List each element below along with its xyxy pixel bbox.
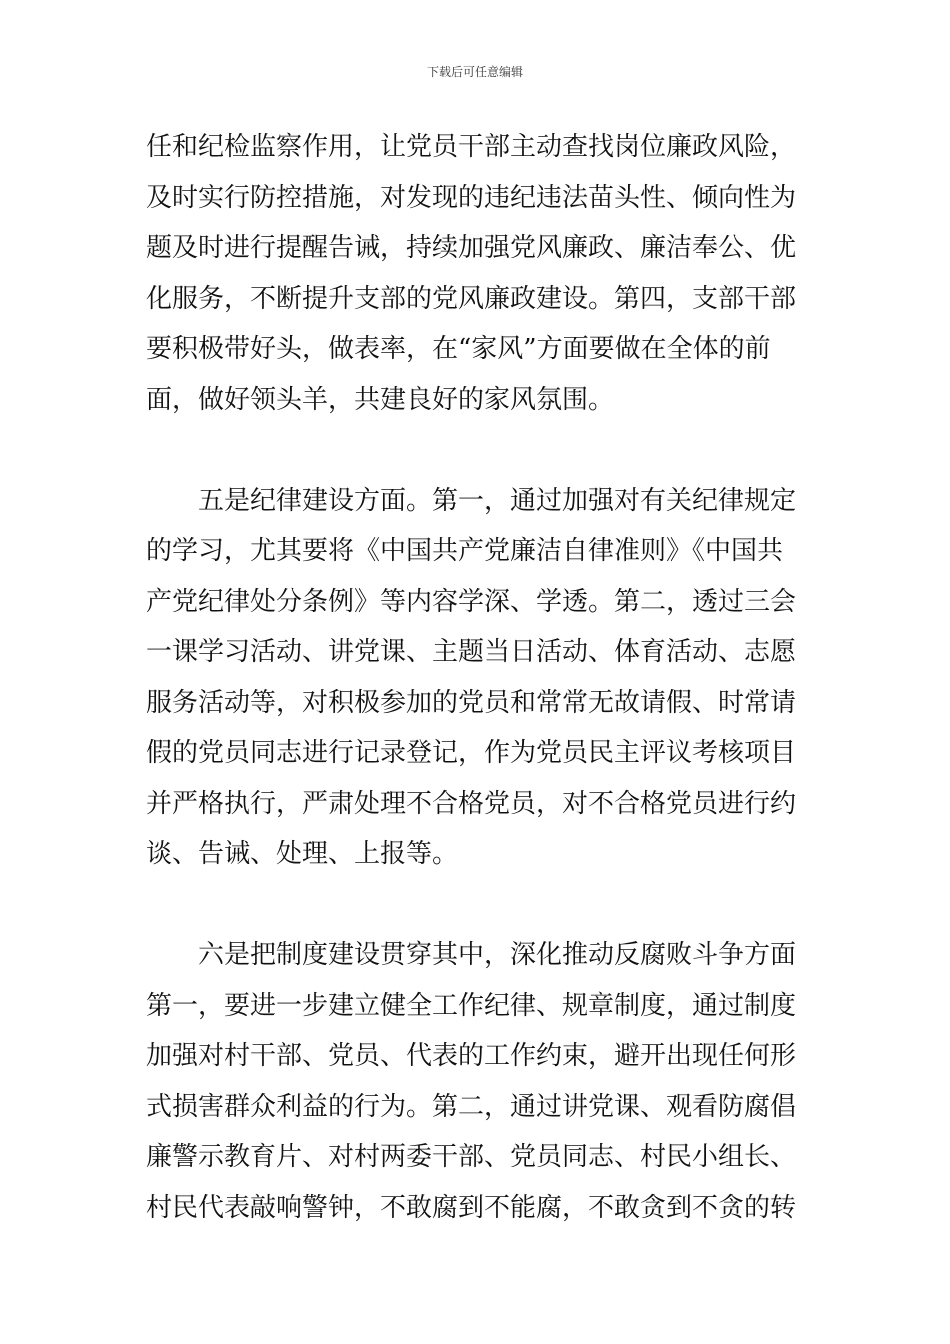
text-line: 任和纪检监察作用，让党员干部主动查找岗位廉政风险， [146,132,797,162]
document-body [146,122,808,1233]
text-line: 及时实行防控措施，对发现的违纪违法苗头性、倾向性为 [146,182,797,213]
text-line: 谈、告诫、处理、上报等。 [146,839,459,869]
paragraph-gap [146,880,808,931]
text-line: 服务活动等，对积极参加的党员和常常无故请假、时常请 [146,687,797,718]
text-line: 题及时进行提醒告诫，持续加强党风廉政、廉洁奉公、优 [146,233,797,263]
text-line: 加强对村干部、党员、代表的工作约束，避开出现任何形 [146,1041,797,1071]
text-line: 面，做好领头羊，共建良好的家风氛围。 [146,384,615,415]
paragraph-institution [146,930,808,1233]
paragraph-gap [146,425,808,476]
text-line: 产党纪律处分条例》等内容学深、学透。第二，透过三会 [146,586,797,617]
text-line: 村民代表敲响警钟，不敢腐到不能腐，不敢贪到不贪的转 [146,1192,797,1223]
text-line: 要积极带好头，做表率，在“家风”方面要做在全体的前 [146,334,771,364]
text-line: 化服务，不断提升支部的党风廉政建设。第四，支部干部 [146,283,797,314]
paragraph-discipline [146,476,808,880]
paragraph-continuation [146,122,808,425]
text-line: 的学习，尤其要将《中国共产党廉洁自律准则》《中国共 [146,536,784,566]
text-line: 廉警示教育片、对村两委干部、党员同志、村民小组长、 [146,1142,797,1172]
page-header-note: 下载后可任意编辑 [426,65,523,79]
text-line: 并严格执行，严肃处理不合格党员，对不合格党员进行约 [146,788,797,819]
text-line: 第一，要进一步建立健全工作纪律、规章制度，通过制度 [146,990,797,1021]
text-line: 六是把制度建设贯穿其中，深化推动反腐败斗争方面 [198,940,797,970]
text-line: 一课学习活动、讲党课、主题当日活动、体育活动、志愿 [146,637,797,667]
text-line: 五是纪律建设方面。第一，通过加强对有关纪律规定 [198,485,797,516]
text-line: 假的党员同志进行记录登记，作为党员民主评议考核项目 [146,738,797,768]
text-line: 式损害群众利益的行为。第二，通过讲党课、观看防腐倡 [146,1091,797,1122]
